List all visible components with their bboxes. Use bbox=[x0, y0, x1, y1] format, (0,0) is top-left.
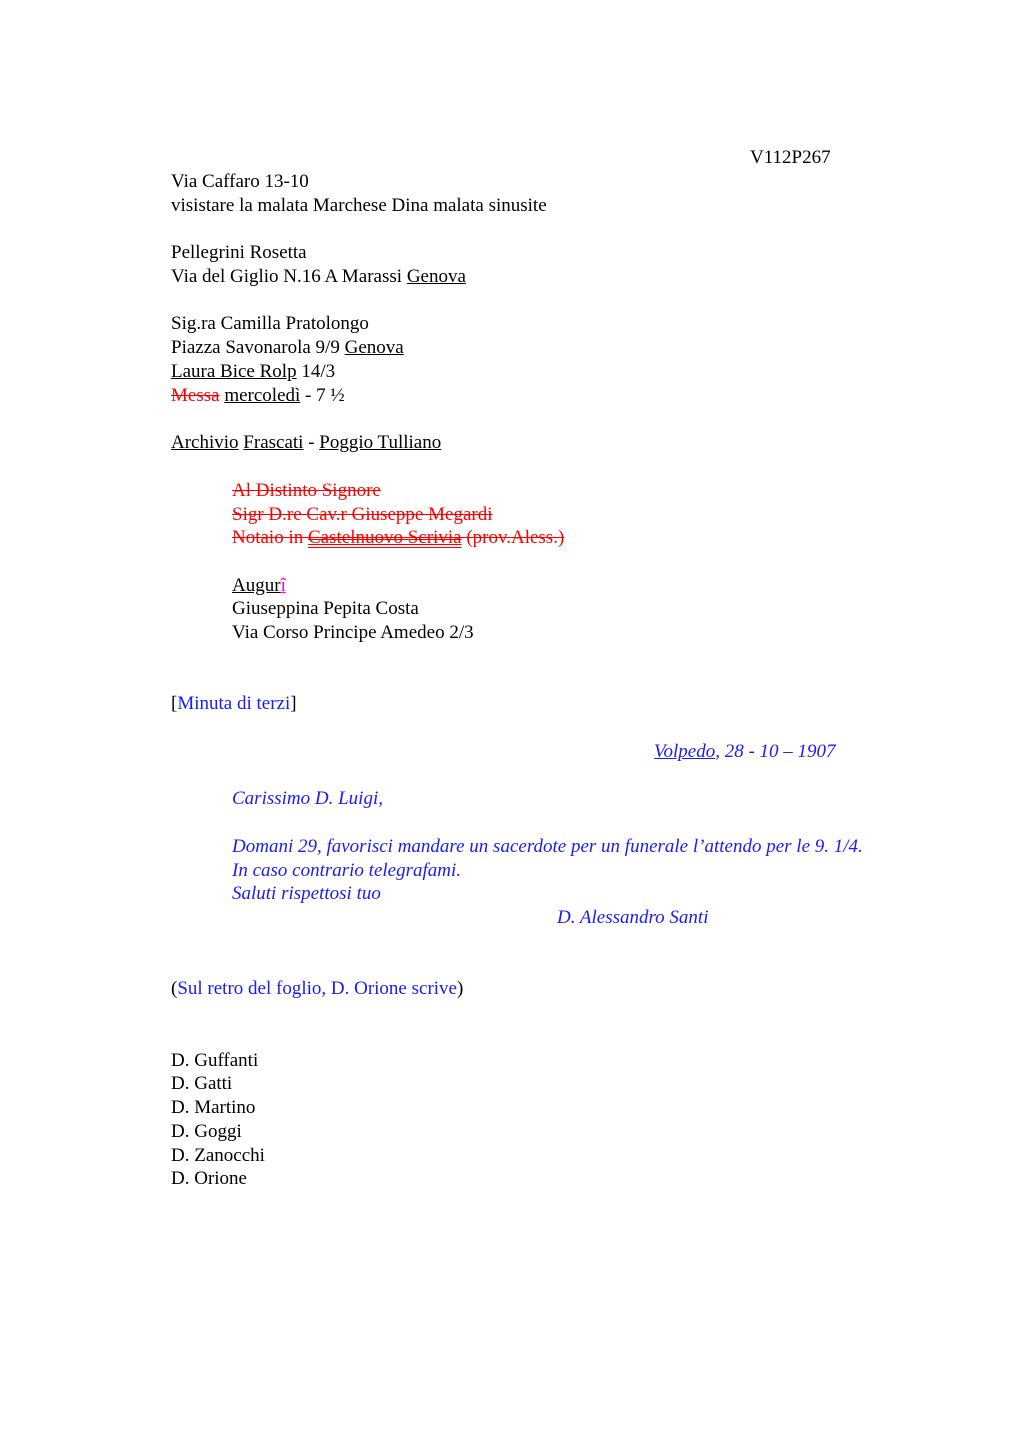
address-line bbox=[171, 336, 404, 360]
minuta-label: Minuta di terzi bbox=[177, 693, 291, 714]
mass-time: - 7 ½ bbox=[300, 385, 345, 406]
archive-word: Archivio bbox=[171, 432, 239, 453]
address-line: Via Caffaro 13-10 bbox=[171, 171, 309, 192]
auguri-word: Augur bbox=[232, 575, 281, 596]
list-item: D. Martino bbox=[171, 1097, 256, 1118]
auguri-correction: î bbox=[280, 575, 286, 596]
person-name: Sig.ra Camilla Pratolongo bbox=[171, 313, 369, 334]
struck-place: Castelnuovo Scrivia bbox=[308, 527, 462, 548]
minuta-label-line bbox=[171, 692, 297, 716]
bracket: ] bbox=[290, 693, 297, 714]
letter-body: Domani 29, favorisci mandare un sacerdote per un funerale l’attendo per le 9. 1/4. bbox=[232, 836, 863, 857]
paren: ) bbox=[456, 978, 464, 999]
archive-line bbox=[171, 431, 441, 455]
city-name: Genova bbox=[406, 266, 466, 287]
address-text: Piazza Savonarola 9/9 bbox=[171, 337, 345, 358]
city-name: Genova bbox=[344, 337, 404, 358]
person-name: Pellegrini Rosetta bbox=[171, 242, 307, 263]
mass-line bbox=[171, 384, 345, 408]
address-line: Via Corso Principe Amedeo 2/3 bbox=[232, 622, 474, 643]
list-item: D. Gatti bbox=[171, 1073, 233, 1094]
struck-line: Al Distinto Signore bbox=[232, 480, 381, 501]
retro-note-line bbox=[171, 977, 463, 1001]
paren: ( bbox=[171, 978, 178, 999]
retro-note: Sul retro del foglio, D. Orione scrive bbox=[177, 978, 457, 999]
struck-text: Notaio in bbox=[232, 527, 308, 548]
person-name: Laura Bice Rolp bbox=[171, 361, 297, 382]
archive-place: Frascati bbox=[243, 432, 304, 453]
mass-day: mercoledì bbox=[224, 385, 301, 406]
struck-line bbox=[232, 526, 564, 550]
letter-body: In caso contrario telegrafami. bbox=[232, 860, 462, 881]
list-item: D. Orione bbox=[171, 1168, 247, 1189]
bracket: [ bbox=[171, 693, 178, 714]
struck-word: Messa bbox=[171, 385, 220, 406]
archive-separator: - bbox=[303, 432, 320, 453]
person-name: Giuseppina Pepita Costa bbox=[232, 598, 419, 619]
list-item: D. Goggi bbox=[171, 1121, 242, 1142]
person-date: 14/3 bbox=[296, 361, 336, 382]
letter-signature: D. Alessandro Santi bbox=[557, 907, 709, 928]
address-line bbox=[171, 265, 466, 289]
archive-place: Poggio Tulliano bbox=[319, 432, 442, 453]
person-line bbox=[171, 360, 335, 384]
list-item: D. Zanocchi bbox=[171, 1145, 265, 1166]
address-text: Via del Giglio N.16 A Marassi bbox=[171, 266, 407, 287]
struck-text: (prov.Aless.) bbox=[461, 527, 565, 548]
letter-place: Volpedo bbox=[654, 741, 716, 762]
letter-dateline bbox=[654, 740, 836, 764]
document-code: V112P267 bbox=[750, 147, 831, 168]
list-item: D. Guffanti bbox=[171, 1050, 259, 1071]
letter-date: , 28 - 10 – 1907 bbox=[715, 741, 836, 762]
visit-note: visistare la malata Marchese Dina malata sinusite bbox=[171, 195, 547, 216]
letter-greeting: Carissimo D. Luigi, bbox=[232, 788, 383, 809]
auguri-line bbox=[232, 574, 286, 598]
struck-line: Sigr D.re Cav.r Giuseppe Megardi bbox=[232, 504, 493, 525]
letter-closing: Saluti rispettosi tuo bbox=[232, 883, 381, 904]
